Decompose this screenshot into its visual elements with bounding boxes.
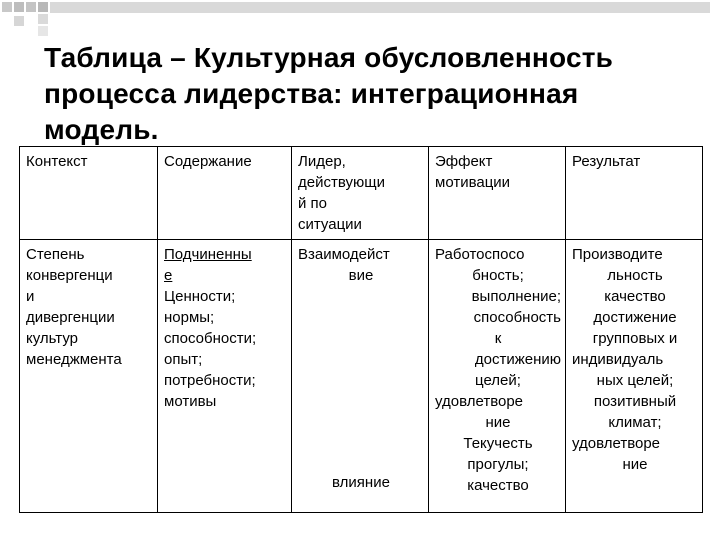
cell-motivation: Работоспосо бность; выполнение; способность к достижению целей; удовлетворе ние Текучесть прогулы; качество <box>429 240 566 513</box>
table-row <box>20 240 703 513</box>
slide-title <box>44 40 684 148</box>
header-leader: Лидер, действующи й по ситуации <box>292 147 429 240</box>
header-context: Контекст <box>20 147 158 240</box>
table-header-row <box>20 147 703 240</box>
cell-context: Степень конвергенци и дивергенции культур менеджмента <box>20 240 158 513</box>
cell-result: Производите льность качество достижение групповых и индивидуаль ных целей; позитивный климат; удовлетворе ние <box>566 240 703 513</box>
cell-content: Подчиненны е Ценности; нормы; способности; опыт; потребности; мотивы <box>158 240 292 513</box>
header-result: Результат <box>566 147 703 240</box>
cell-leader: Взаимодейст вие влияние <box>292 240 429 513</box>
title-line: процесса лидерства: интеграционная <box>44 78 579 109</box>
header-content: Содержание <box>158 147 292 240</box>
leadership-model-table <box>19 146 703 513</box>
title-line: Таблица – Культурная обусловленность <box>44 42 614 73</box>
decorative-squares <box>0 0 720 40</box>
leader-influence: влияние <box>332 474 390 491</box>
title-line: модель. <box>44 114 159 145</box>
header-motivation: Эффект мотивации <box>429 147 566 240</box>
